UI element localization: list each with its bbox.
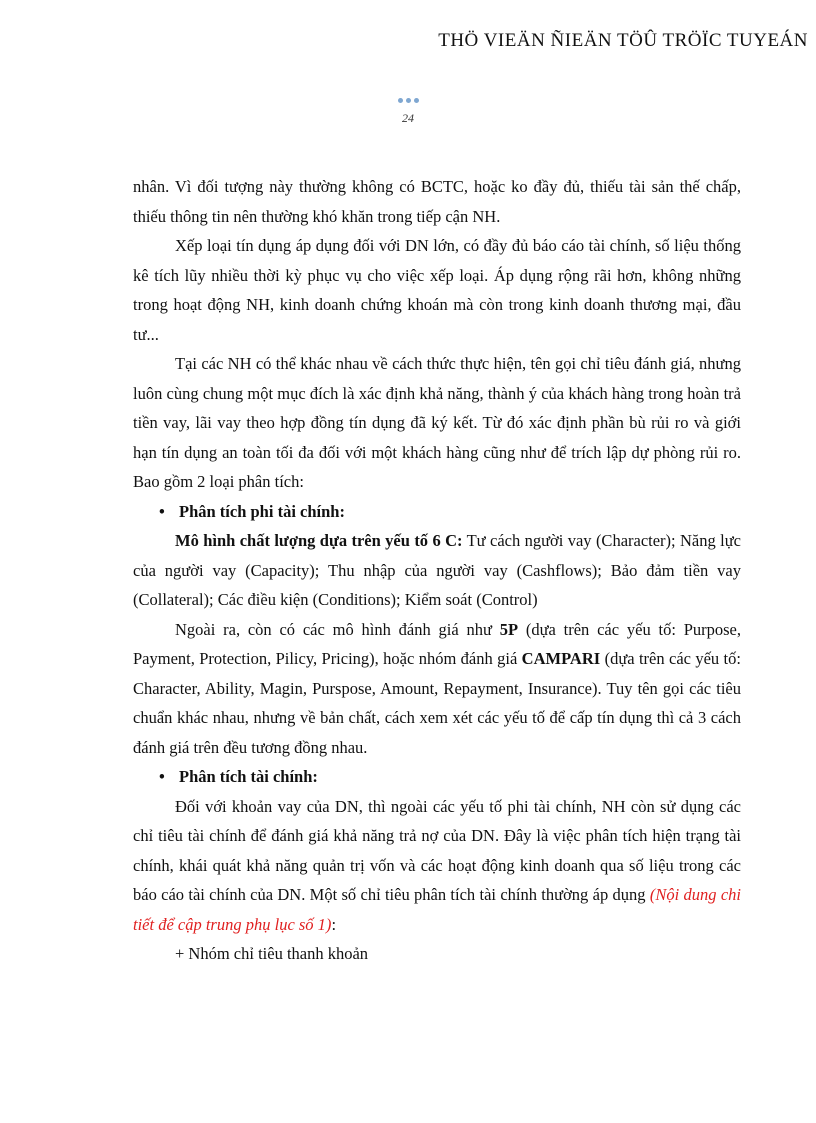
paragraph-continuation: nhân. Vì đối tượng này thường không có BCTC, hoặc ko đầy đủ, thiếu tài sản thế chấp, thiếu thông tin nên thường khó khăn trong tiếp cận NH. — [133, 177, 741, 226]
paragraph-6c-model — [133, 526, 741, 615]
bullet-label: Phân tích tài chính: — [179, 767, 318, 786]
paragraph-bank-methods: Tại các NH có thể khác nhau về cách thức thực hiện, tên gọi chỉ tiêu đánh giá, nhưng luôn cùng chung một mục đích là xác định khả năng, thành ý của khách hàng trong hoàn trả tiền vay, lãi vay theo hợp đồng tín dụng đã ký kết. Từ đó xác định phần bù rủi ro và giới hạn tín dụng an toàn tối đa đối với một khách hàng cũng như để trích lập dự phòng rủi ro. Bao gồm 2 loại phân tích: — [133, 354, 741, 491]
text-segment: Ngoài ra, còn có các mô hình đánh giá như — [175, 619, 500, 639]
bullet-label: Phân tích phi tài chính: — [179, 501, 345, 521]
text-segment: (dựa trên các yếu tố: Purpose, Payment, Protection, Pilicy, Pricing), hoặc nhóm đánh giá — [133, 619, 741, 668]
document-body — [133, 172, 741, 969]
page-number-block — [0, 92, 816, 126]
paragraph-financial-indicators — [133, 792, 741, 940]
model-6c-heading: Mô hình chất lượng dựa trên yếu tố 6 C: — [175, 531, 463, 550]
bullet-icon: • — [159, 501, 165, 521]
text-segment: (dựa trên các yếu tố: Character, Ability, Magin, Purspose, Amount, Repayment, Insurance). Tuy tên gọi các tiêu chuẩn khác nhau, nhưng về bản chất, cách xem xét các yếu tố để cấp tín dụng thì cả 3 cách đánh giá trên đều tương đồng nhau. — [133, 649, 741, 757]
bullet-non-financial-analysis — [133, 497, 741, 527]
page-ornament-dots-icon — [396, 98, 420, 104]
library-header-title: THÖ VIEÄN ÑIEÄN TÖÛ TRÖÏC TUYEÁN — [438, 30, 808, 51]
model-5p: 5P — [499, 619, 519, 639]
paragraph-other-models — [133, 615, 741, 763]
bullet-financial-analysis — [133, 762, 741, 792]
paragraph-credit-rating: Xếp loại tín dụng áp dụng đối với DN lớn, có đầy đủ báo cáo tài chính, số liệu thống kê tích lũy nhiều thời kỳ phục vụ cho việc xếp loại. Áp dụng rộng rãi hơn, không những trong hoạt động NH, kinh doanh chứng khoán mà còn trong kinh doanh thương mại, đầu tư... — [133, 236, 741, 344]
page-number: 24 — [402, 111, 414, 125]
model-campari: CAMPARI — [521, 649, 601, 668]
list-item-liquidity-group: + Nhóm chỉ tiêu thanh khoản — [175, 944, 369, 963]
bullet-icon: • — [159, 767, 165, 786]
appendix-reference: (Nội dung chi tiết để cập trung phụ lục số 1) — [133, 885, 741, 934]
model-6c-text: Tư cách người vay (Character); Năng lực của người vay (Capacity); Thu nhập của người vay (Cashflows); Bảo đảm tiền vay (Collateral); Các điều kiện (Conditions); Kiểm soát (Control) — [133, 531, 741, 609]
text-segment: : — [331, 914, 337, 934]
text-segment: Đối với khoản vay của DN, thì ngoài các yếu tố phi tài chính, NH còn sử dụng các chỉ tiêu tài chính để đánh giá khả năng trả nợ của DN. Đây là việc phân tích hiện trạng tài chính, khái quát khả năng quản trị vốn và các hoạt động kinh doanh qua số liệu trong các báo cáo tài chính của DN. Một số chỉ tiêu phân tích tài chính thường áp dụng — [133, 796, 741, 904]
